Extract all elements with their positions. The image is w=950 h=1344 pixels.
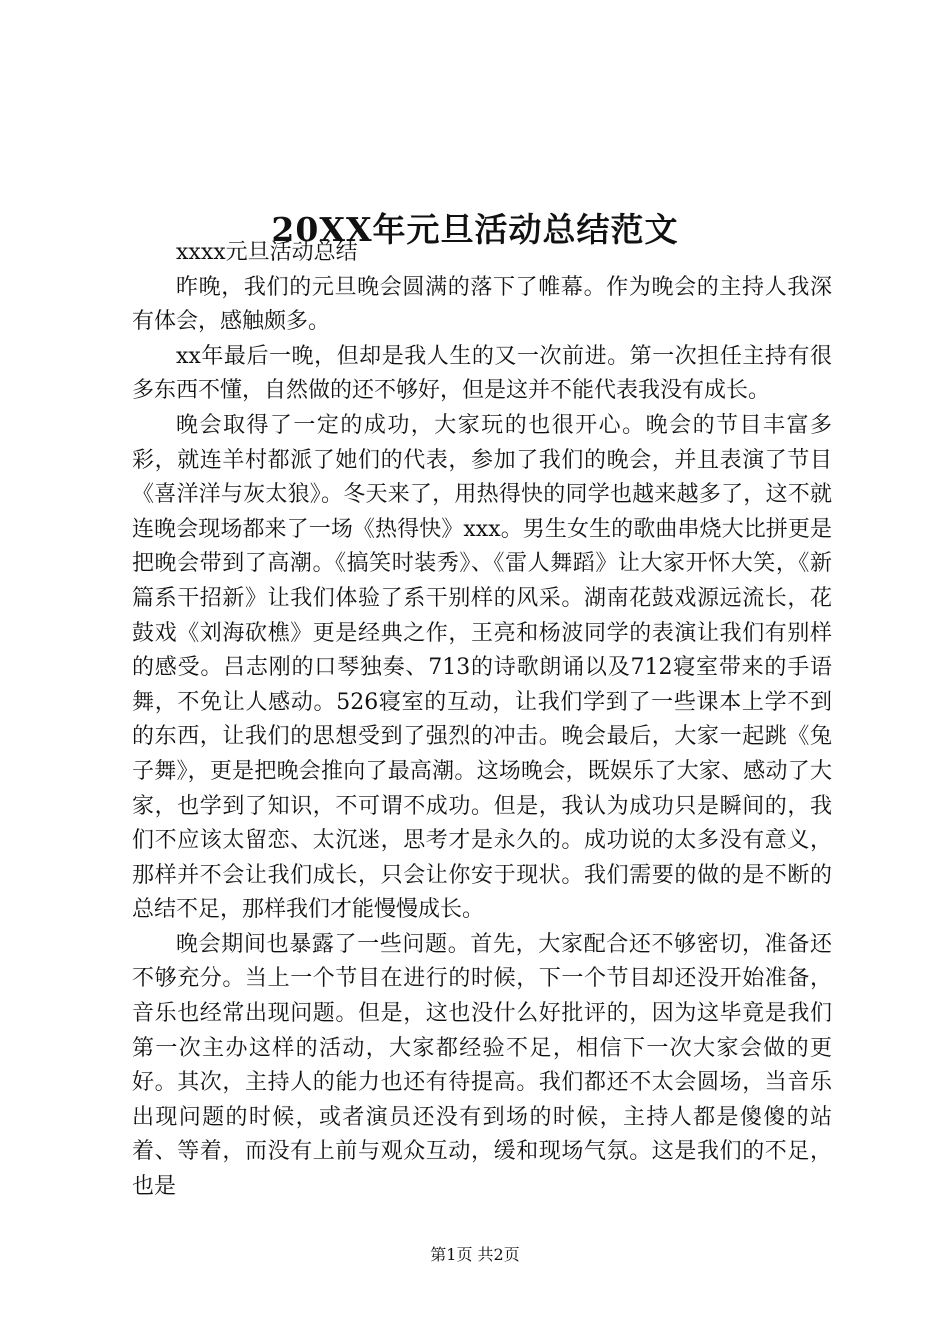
document-subheading: xxxx元旦活动总结: [176, 240, 358, 265]
paragraph: xx年最后一晚，但却是我人生的又一次前进。第一次担任主持有很多东西不懂，自然做的还不够好，但是这并不能代表我没有成长。: [132, 343, 832, 404]
paragraph: 昨晚，我们的元旦晚会圆满的落下了帷幕。作为晚会的主持人我深有体会，感触颇多。: [132, 274, 832, 335]
page-footer: 第1页 共2页: [430, 1245, 520, 1264]
paragraph: 晚会取得了一定的成功，大家玩的也很开心。晚会的节目丰富多彩，就连羊村都派了她们的代表，参加了我们的晚会，并且表演了节目《喜洋洋与灰太狼》。冬天来了，用热得快的同学也越来越多了，这不就连晚会现场都来了一场《热得快》xxx。男生女生的歌曲串烧大比拼更是把晚会带到了高潮。《搞笑时装秀》、《雷人舞蹈》让大家开怀大笑，《新篇系干招新》让我们体验了系干别样的风采。湖南花鼓戏源远流长，花鼓戏《刘海砍樵》更是经典之作，王亮和杨波同学的表演让我们有别样的感受。吕志刚的口琴独奏、713的诗歌朗诵以及712寝室带来的手语舞，不免让人感动。526寝室的互动，让我们学到了一些课本上学不到的东西，让我们的思想受到了强烈的冲击。晚会最后，大家一起跳《兔子舞》，更是把晚会推向了最高潮。这场晚会，既娱乐了大家、感动了大家，也学到了知识，不可谓不成功。但是，我认为成功只是瞬间的，我们不应该太留恋、太沉迷，思考才是永久的。成功说的太多没有意义，那样并不会让我们成长，只会让你安于现状。我们需要的做的是不断的总结不足，那样我们才能慢慢成长。: [132, 412, 832, 923]
document-body: [132, 236, 832, 1205]
document-title: 20XX年元旦活动总结范文: [271, 210, 679, 250]
paragraph: 晚会期间也暴露了一些问题。首先，大家配合还不够密切，准备还不够充分。当上一个节目在进行的时候，下一个节目却还没开始准备，音乐也经常出现问题。但是，这也没什么好批评的，因为这毕竟是我们第一次主办这样的活动，大家都经验不足，相信下一次大家会做的更好。其次，主持人的能力也还有待提高。我们都还不太会圆场，当音乐出现问题的时候，或者演员还没有到场的时候，主持人都是傻傻的站着、等着，而没有上前与观众互动，缓和现场气氛。这是我们的不足，也是: [132, 931, 832, 1200]
